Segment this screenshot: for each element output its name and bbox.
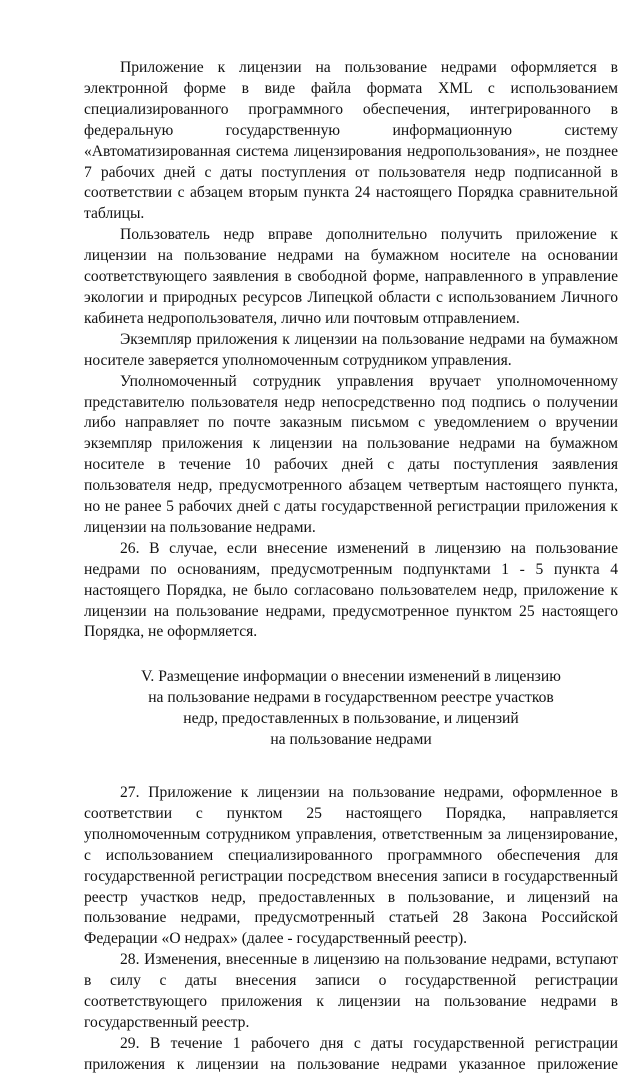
- paragraph-item-28: 28. Изменения, внесенные в лицензию на пользование недрами, вступают в силу с даты внесения записи о государственной регистрации соответствующего приложения к лицензии на пользование недрами в государственный реестр.: [84, 951, 618, 1031]
- paragraph-item-26: 26. В случае, если внесение изменений в лицензию на пользование недрами по основаниям, предусмотренным подпунктами 1 - 5 пункта 4 настоящего Порядка, не было согласовано пользователем недр, приложение к лицензии на пользование недрами, предусмотренное пунктом 25 настоящего Порядка, не оформляется.: [84, 539, 618, 641]
- paragraph-paper-copy-request: Пользователь недр вправе дополнительно получить приложение к лицензии на пользование недрами на бумажном носителе на основании соответствующего заявления в свободной форме, направленного в управление экологии и природных ресурсов Липецкой области с использованием Личного кабинета недропользователя, лично или почтовым отправлением.: [84, 226, 618, 327]
- paragraph-item-29: 29. В течение 1 рабочего дня с даты государственной регистрации приложения к лицензии на пользование недрами указанное приложение: [84, 1034, 618, 1073]
- section-heading-line: на пользование недрами: [270, 731, 432, 749]
- paragraph-paper-copy-delivery: Уполномоченный сотрудник управления вручает уполномоченному представителю пользователя недр непосредственно под подпись о получении либо направляет по почте заказным письмом с уведомлением о вручении экземпляр приложения к лицензии на пользование недрами на бумажном носителе в течение 10 рабочих дней с даты поступления заявления пользователя недр, предусмотренного абзацем четвертым настоящего пункта, но не ранее 5 рабочих дней с даты государственной регистрации приложения к лицензии на пользование недрами.: [84, 372, 618, 536]
- paragraph-paper-copy-certification: Экземпляр приложения к лицензии на пользование недрами на бумажном носителе заверяется уполномоченным сотрудником управления.: [84, 330, 618, 369]
- paragraph-item-27: 27. Приложение к лицензии на пользование недрами, оформленное в соответствии с пунктом 25 настоящего Порядка, направляется уполномоченным сотрудником управления, ответственным за лицензирование, с использованием специализированного программного обеспечения для государственной регистрации посредством внесения записи в государственный реестр участков недр, предоставленных в пользование, и лицензий на пользование недрами, предусмотренный статьей 28 Закона Российской Федерации «О недрах» (далее - государственный реестр).: [84, 784, 618, 948]
- paragraph-app-electronic-form: Приложение к лицензии на пользование недрами оформляется в электронной форме в виде файла формата XML с использованием специализированного программного обеспечения, интегрированного в федеральную государственную информационную систему «Автоматизированная система лицензирования недропользования», не позднее 7 рабочих дней с даты поступления от пользователя недр подписанной в соответствии с абзацем вторым пункта 24 настоящего Порядка сравнительной таблицы.: [84, 59, 618, 223]
- document-body: [84, 58, 618, 1076]
- section-heading-line: V. Размещение информации о внесении изменений в лицензию: [141, 668, 561, 686]
- section-heading-line: недр, предоставленных в пользование, и лицензий: [183, 710, 519, 728]
- section-heading-v: [84, 667, 618, 751]
- section-heading-line: на пользование недрами в государственном реестре участков: [148, 689, 554, 707]
